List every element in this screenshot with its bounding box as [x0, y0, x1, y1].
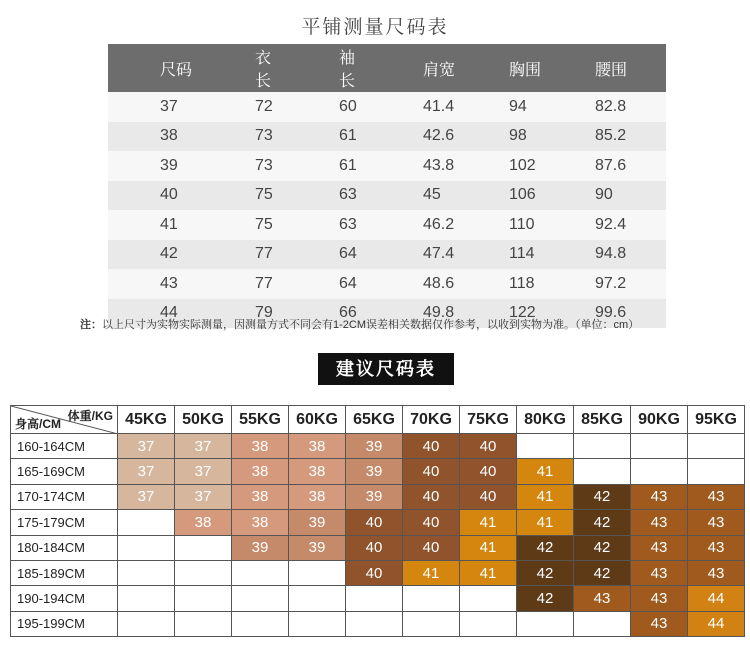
recommend-row [11, 586, 745, 611]
empty-cell [175, 586, 232, 611]
size-cell: 38 [289, 459, 346, 484]
flat-table-cell: 87.6 [543, 151, 666, 181]
height-range-label: 170-174CM [11, 484, 118, 509]
measurement-note [80, 316, 700, 332]
flat-table-cell: 42.6 [371, 122, 457, 152]
size-cell: 43 [688, 560, 745, 585]
corner-cell [11, 406, 118, 434]
empty-cell [289, 586, 346, 611]
size-cell: 37 [118, 459, 175, 484]
flat-table-cell: 46.2 [371, 210, 457, 240]
flat-table-cell: 48.6 [371, 269, 457, 299]
height-range-label: 180-184CM [11, 535, 118, 560]
recommend-row [11, 434, 745, 459]
flat-table-cell: 118 [457, 269, 543, 299]
empty-cell [346, 586, 403, 611]
empty-cell [403, 611, 460, 636]
flat-table-cell: 39 [108, 151, 203, 181]
size-cell: 42 [517, 586, 574, 611]
recommend-header-row [11, 406, 745, 434]
size-cell: 37 [118, 484, 175, 509]
recommend-row [11, 459, 745, 484]
size-cell: 38 [289, 484, 346, 509]
corner-height-label: 身高/CM [15, 417, 61, 431]
recommend-row [11, 611, 745, 636]
flat-table-cell: 79 [203, 299, 287, 329]
weight-header-cell: 75KG [460, 406, 517, 434]
flat-table-row [108, 240, 666, 270]
size-cell: 38 [232, 510, 289, 535]
weight-header-cell: 55KG [232, 406, 289, 434]
size-cell: 41 [517, 459, 574, 484]
size-cell: 38 [232, 434, 289, 459]
flat-table-cell: 98 [457, 122, 543, 152]
flat-table-cell: 42 [108, 240, 203, 270]
flat-table-cell: 64 [287, 240, 371, 270]
size-cell: 42 [517, 560, 574, 585]
empty-cell [289, 611, 346, 636]
flat-table-cell: 38 [108, 122, 203, 152]
flat-table-cell: 114 [457, 240, 543, 270]
header-waist: 腰围 [543, 44, 666, 92]
flat-table-cell: 37 [108, 92, 203, 122]
recommend-row [11, 484, 745, 509]
height-range-label: 185-189CM [11, 560, 118, 585]
size-cell: 43 [631, 484, 688, 509]
header-chest: 胸围 [457, 44, 543, 92]
size-cell: 42 [574, 560, 631, 585]
weight-header-cell: 45KG [118, 406, 175, 434]
flat-table-cell: 40 [108, 181, 203, 211]
flat-table-cell: 110 [457, 210, 543, 240]
size-cell: 40 [460, 459, 517, 484]
flat-table-cell: 75 [203, 181, 287, 211]
height-range-label: 190-194CM [11, 586, 118, 611]
size-cell: 39 [289, 510, 346, 535]
size-cell: 43 [688, 484, 745, 509]
weight-header-cell: 95KG [688, 406, 745, 434]
empty-cell [232, 560, 289, 585]
corner-weight-label: 体重/KG [67, 409, 113, 423]
weight-header-cell: 50KG [175, 406, 232, 434]
flat-table-cell: 94.8 [543, 240, 666, 270]
empty-cell [289, 560, 346, 585]
empty-cell [631, 434, 688, 459]
empty-cell [232, 611, 289, 636]
weight-header-cell: 80KG [517, 406, 574, 434]
note-text: 以上尺寸为实物实际测量，因测量方式不同会有1-2CM误差相关数据仅作参考，以收到实物为准。 [102, 319, 576, 331]
size-cell: 40 [346, 560, 403, 585]
empty-cell [232, 586, 289, 611]
weight-header-cell: 65KG [346, 406, 403, 434]
height-range-label: 195-199CM [11, 611, 118, 636]
header-size: 尺码 [108, 44, 203, 92]
size-cell: 37 [118, 434, 175, 459]
flat-table-cell: 41 [108, 210, 203, 240]
recommend-row [11, 510, 745, 535]
flat-table-row [108, 210, 666, 240]
empty-cell [118, 586, 175, 611]
height-range-label: 165-169CM [11, 459, 118, 484]
note-unit: （单位：cm） [575, 319, 640, 331]
flat-table-cell: 63 [287, 181, 371, 211]
empty-cell [118, 560, 175, 585]
weight-header-cell: 60KG [289, 406, 346, 434]
size-cell: 40 [403, 535, 460, 560]
size-cell: 39 [346, 484, 403, 509]
size-cell: 40 [346, 510, 403, 535]
flat-table-cell: 73 [203, 122, 287, 152]
size-cell: 42 [574, 484, 631, 509]
size-cell: 44 [688, 611, 745, 636]
empty-cell [403, 586, 460, 611]
size-cell: 39 [346, 459, 403, 484]
size-cell: 38 [232, 484, 289, 509]
size-cell: 38 [232, 459, 289, 484]
flat-table-cell: 92.4 [543, 210, 666, 240]
note-label: 注： [80, 319, 102, 331]
flat-table-row [108, 181, 666, 211]
flat-size-table [108, 44, 666, 328]
size-cell: 38 [175, 510, 232, 535]
size-cell: 41 [403, 560, 460, 585]
flat-table-title: 平铺测量尺码表 [301, 17, 449, 38]
size-cell: 42 [574, 510, 631, 535]
flat-table-cell: 75 [203, 210, 287, 240]
flat-table-cell: 66 [287, 299, 371, 329]
empty-cell [118, 510, 175, 535]
flat-table-cell: 99.6 [543, 299, 666, 329]
size-cell: 41 [460, 510, 517, 535]
empty-cell [175, 560, 232, 585]
empty-cell [631, 459, 688, 484]
empty-cell [517, 434, 574, 459]
height-range-label: 175-179CM [11, 510, 118, 535]
flat-table-cell: 63 [287, 210, 371, 240]
height-range-label: 160-164CM [11, 434, 118, 459]
flat-table-cell: 122 [457, 299, 543, 329]
empty-cell [517, 611, 574, 636]
size-cell: 40 [403, 434, 460, 459]
recommend-size-table [10, 405, 745, 637]
flat-table-cell: 47.4 [371, 240, 457, 270]
size-cell: 40 [403, 510, 460, 535]
flat-table-cell: 85.2 [543, 122, 666, 152]
flat-table-cell: 77 [203, 240, 287, 270]
empty-cell [688, 459, 745, 484]
recommend-row [11, 560, 745, 585]
empty-cell [175, 611, 232, 636]
flat-table-cell: 77 [203, 269, 287, 299]
size-cell: 43 [631, 586, 688, 611]
flat-table-cell: 43.8 [371, 151, 457, 181]
flat-table-cell: 41.4 [371, 92, 457, 122]
weight-header-cell: 90KG [631, 406, 688, 434]
empty-cell [460, 611, 517, 636]
size-cell: 40 [460, 484, 517, 509]
size-cell: 40 [403, 484, 460, 509]
flat-table-row [108, 122, 666, 152]
flat-table-cell: 82.8 [543, 92, 666, 122]
flat-table-cell: 61 [287, 122, 371, 152]
flat-table-cell: 64 [287, 269, 371, 299]
size-cell: 43 [688, 535, 745, 560]
flat-table-cell: 49.8 [371, 299, 457, 329]
empty-cell [118, 611, 175, 636]
size-cell: 38 [289, 434, 346, 459]
size-cell: 41 [517, 510, 574, 535]
size-cell: 37 [175, 484, 232, 509]
size-cell: 40 [460, 434, 517, 459]
flat-table-row [108, 92, 666, 122]
size-cell: 44 [688, 586, 745, 611]
size-cell: 43 [631, 611, 688, 636]
size-cell: 39 [232, 535, 289, 560]
recommend-row [11, 535, 745, 560]
flat-table-cell: 94 [457, 92, 543, 122]
size-cell: 40 [403, 459, 460, 484]
size-cell: 37 [175, 459, 232, 484]
flat-table-row [108, 151, 666, 181]
flat-table-cell: 72 [203, 92, 287, 122]
size-cell: 43 [631, 560, 688, 585]
size-cell: 43 [688, 510, 745, 535]
size-cell: 40 [346, 535, 403, 560]
flat-table-cell: 45 [371, 181, 457, 211]
size-cell: 42 [574, 535, 631, 560]
flat-table-row [108, 269, 666, 299]
flat-table-header-row [108, 44, 666, 92]
size-cell: 41 [517, 484, 574, 509]
empty-cell [460, 586, 517, 611]
flat-table-cell: 90 [543, 181, 666, 211]
size-cell: 42 [517, 535, 574, 560]
flat-table-cell: 43 [108, 269, 203, 299]
weight-header-cell: 85KG [574, 406, 631, 434]
flat-table-cell: 97.2 [543, 269, 666, 299]
empty-cell [118, 535, 175, 560]
flat-table-cell: 44 [108, 299, 203, 329]
size-cell: 41 [460, 535, 517, 560]
empty-cell [346, 611, 403, 636]
empty-cell [574, 459, 631, 484]
size-cell: 39 [289, 535, 346, 560]
size-cell: 43 [574, 586, 631, 611]
empty-cell [175, 535, 232, 560]
size-cell: 43 [631, 510, 688, 535]
flat-table-cell: 61 [287, 151, 371, 181]
weight-header-cell: 70KG [403, 406, 460, 434]
header-length: 衣长 [203, 44, 287, 92]
recommend-table-title: 建议尺码表 [318, 353, 454, 385]
empty-cell [688, 434, 745, 459]
flat-table-cell: 73 [203, 151, 287, 181]
empty-cell [574, 434, 631, 459]
size-cell: 37 [175, 434, 232, 459]
size-cell: 41 [460, 560, 517, 585]
header-sleeve: 袖长 [287, 44, 371, 92]
flat-table-cell: 60 [287, 92, 371, 122]
flat-table-cell: 106 [457, 181, 543, 211]
header-shoulder: 肩宽 [371, 44, 457, 92]
empty-cell [574, 611, 631, 636]
flat-table-cell: 102 [457, 151, 543, 181]
size-cell: 43 [631, 535, 688, 560]
size-cell: 39 [346, 434, 403, 459]
